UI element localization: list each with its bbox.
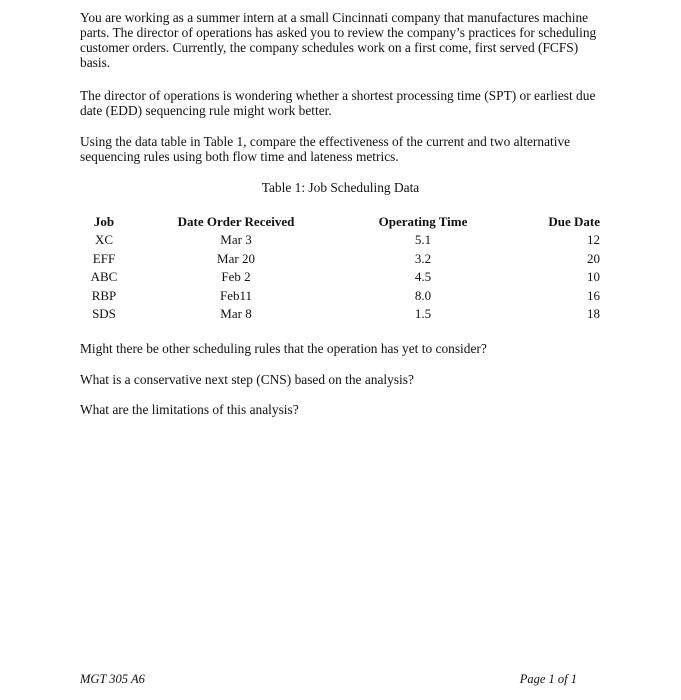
question-next-step: What is a conservative next step (CNS) based on the analysis? xyxy=(80,372,414,387)
question-limitations: What are the limitations of this analysis? xyxy=(80,402,299,417)
table-caption: Table 1: Job Scheduling Data xyxy=(261,180,420,195)
header-operating-time: Operating Time xyxy=(378,213,468,229)
cell-job: ABC xyxy=(90,269,118,285)
table-row xyxy=(80,268,600,287)
cell-operating-time: 3.2 xyxy=(414,250,432,266)
header-due-date: Due Date xyxy=(548,213,600,229)
footer-course-code: MGT 305 A6 xyxy=(80,672,145,686)
cell-date-received: Feb 2 xyxy=(221,269,251,285)
cell-date-received: Feb11 xyxy=(219,287,253,303)
header-date-order-received: Date Order Received xyxy=(177,213,295,229)
question-other-rules: Might there be other scheduling rules that the operation has yet to consider? xyxy=(80,341,487,356)
cell-due-date: 16 xyxy=(587,287,600,303)
cell-operating-time: 5.1 xyxy=(414,232,432,248)
cell-due-date: 12 xyxy=(587,232,600,248)
task-paragraph: Using the data table in Table 1, compare the effectiveness of the current and two alternative sequencing rules using both flow time and lateness metrics. xyxy=(80,134,571,164)
intro-paragraph: You are working as a summer intern at a small Cincinnati company that manufactures machine parts. The director of operations has asked you to review the company’s practices for scheduling customer orders. Currently, the company schedules work on a first come, first served (FCFS) basis. xyxy=(80,10,597,70)
cell-job: RBP xyxy=(91,287,117,303)
table-row xyxy=(80,231,600,250)
table-row xyxy=(80,305,600,324)
cell-job: EFF xyxy=(92,250,116,266)
cell-due-date: 20 xyxy=(587,250,600,266)
table-row xyxy=(80,250,600,269)
job-scheduling-table xyxy=(80,212,600,324)
footer-page-number: Page 1 of 1 xyxy=(519,672,577,686)
cell-operating-time: 8.0 xyxy=(414,287,432,303)
table-header-row xyxy=(80,212,600,231)
cell-job: XC xyxy=(94,232,114,248)
table-row xyxy=(80,287,600,306)
cell-operating-time: 4.5 xyxy=(414,269,432,285)
cell-operating-time: 1.5 xyxy=(414,306,432,322)
director-paragraph: The director of operations is wondering whether a shortest processing time (SPT) or earliest due date (EDD) sequencing rule might work better. xyxy=(80,88,596,118)
cell-date-received: Mar 20 xyxy=(217,250,255,266)
cell-date-received: Mar 3 xyxy=(220,232,252,248)
cell-job: SDS xyxy=(92,306,116,322)
cell-due-date: 18 xyxy=(587,306,600,322)
cell-due-date: 10 xyxy=(587,269,600,285)
header-job: Job xyxy=(93,213,115,229)
cell-date-received: Mar 8 xyxy=(220,306,252,322)
